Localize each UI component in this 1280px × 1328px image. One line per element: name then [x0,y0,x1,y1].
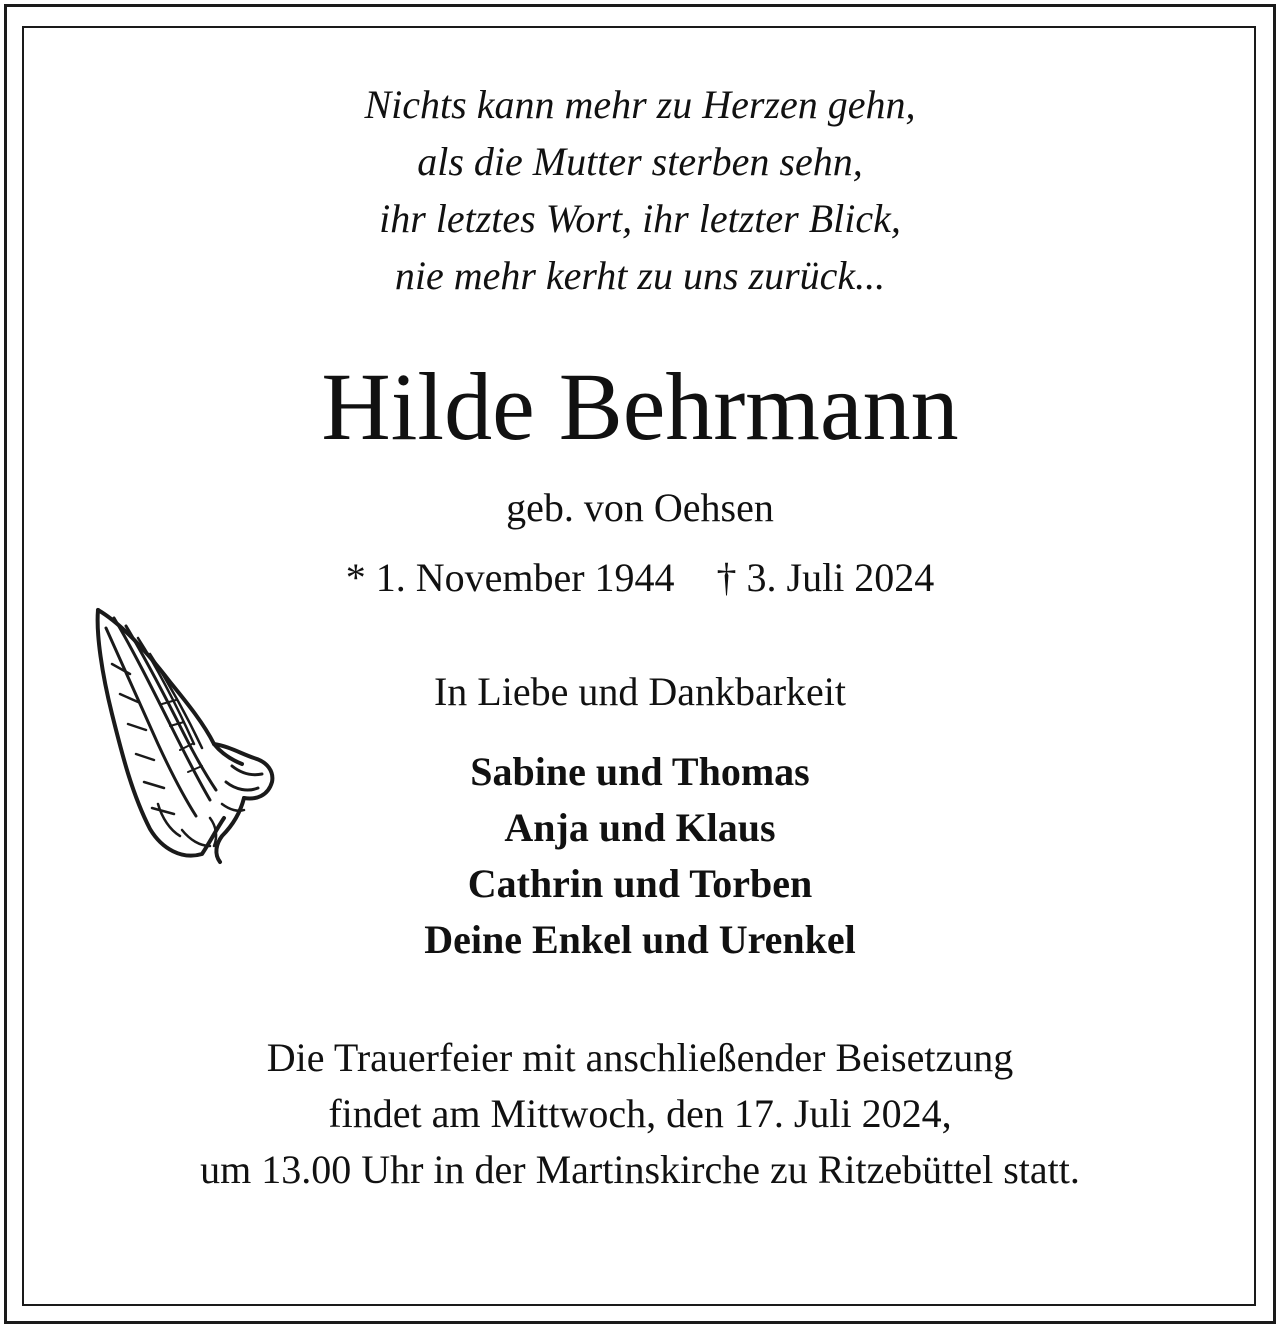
deceased-name: Hilde Behrmann [321,353,959,460]
poem [0,76,1280,304]
service-line: findet am Mittwoch, den 17. Juli 2024, [328,1091,952,1136]
mourner-entry: Deine Enkel und Urenkel [424,917,856,962]
service-line: um 13.00 Uhr in der Martinskirche zu Ritzebüttel statt. [200,1147,1080,1192]
poem-line: Nichts kann mehr zu Herzen gehn, [364,82,916,127]
mourner-entry: Anja und Klaus [504,805,776,850]
poem-line: als die Mutter sterben sehn, [417,139,863,184]
mourner-entry: Cathrin und Torben [467,861,813,906]
poem-line: ihr letztes Wort, ihr letzter Blick, [379,196,901,241]
dedication: In Liebe und Dankbarkeit [433,669,847,714]
death-date: † 3. Juli 2024 [716,555,935,600]
birth-date: * 1. November 1944 [345,555,675,600]
birth-name: geb. von Oehsen [506,485,774,530]
service-notice [0,1030,1280,1198]
poem-line: nie mehr kerht zu uns zurück... [394,253,886,298]
mourners-list [0,744,1280,968]
life-dates [0,554,1280,602]
service-line: Die Trauerfeier mit anschließender Beisetzung [266,1035,1014,1080]
mourner-entry: Sabine und Thomas [470,749,810,794]
